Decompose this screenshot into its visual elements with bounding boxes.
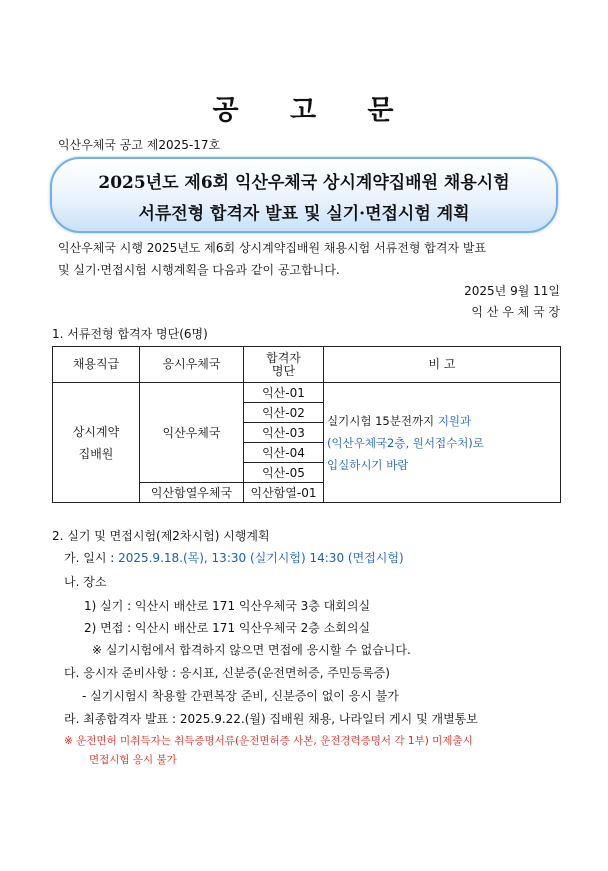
remarks-line-3: 입실하시기 바람 xyxy=(327,457,409,472)
header-position: 채용직급 xyxy=(53,347,140,383)
table-row xyxy=(53,383,561,403)
office-cell-hamyeol: 익산함열우체국 xyxy=(140,483,244,503)
license-warning-line-1: ※ 운전면허 미취득자는 취득증명서류(운전면허증 사본, 운전경력증명서 각 1부) 미제출시 xyxy=(64,735,473,747)
passer-number: 익산-02 xyxy=(244,403,324,423)
schedule-label: 가. 일시 : xyxy=(64,551,119,565)
remarks-part-2: 지원과 xyxy=(437,413,472,428)
schedule-item xyxy=(64,549,404,566)
notice-number: 익산우체국 공고 제2025-17호 xyxy=(58,138,221,152)
venue-note: ※ 실기시험에서 합격하지 않으면 면접에 응시할 수 없습니다. xyxy=(92,643,411,657)
issuer: 익 산 우 체 국 장 xyxy=(471,305,560,319)
passer-number: 익산-01 xyxy=(244,383,324,403)
document-title: 공 고 문 xyxy=(212,95,396,126)
remarks-part-1: 실기시험 15분전까지 xyxy=(327,413,438,428)
remarks-cell xyxy=(324,383,561,503)
venue-interview: 2) 면접 : 익산시 배산로 171 익산우체국 2층 소회의실 xyxy=(84,621,371,635)
section2-heading: 2. 실기 및 면접시험(제2차시험) 시행계획 xyxy=(52,529,270,543)
banner-line-1: 2025년도 제6회 익산우체국 상시계약집배원 채용시험 xyxy=(98,173,510,193)
header-office: 응시우체국 xyxy=(140,347,244,383)
table-header-row xyxy=(53,347,561,383)
passer-table xyxy=(52,346,561,503)
position-line-2: 집배원 xyxy=(78,446,114,461)
venue-heading: 나. 장소 xyxy=(64,575,107,589)
schedule-value: 2025.9.18.(목), 13:30 (실기시험) 14:30 (면접시험) xyxy=(118,551,404,565)
intro-line-2: 및 실기·면접시험 시행계획을 다음과 같이 공고합니다. xyxy=(58,263,340,277)
preparation-item: 다. 응시자 준비사항 : 응시표, 신분증(운전면허증, 주민등록증) xyxy=(64,666,390,680)
section1-heading: 1. 서류전형 합격자 명단(6명) xyxy=(52,327,208,341)
announcement-banner xyxy=(50,157,558,233)
license-warning-line-2: 면접시험 응시 불가 xyxy=(89,754,177,766)
position-line-1: 상시계약 xyxy=(72,424,120,439)
header-list xyxy=(244,347,324,383)
passer-number: 익산-03 xyxy=(244,423,324,443)
final-announcement: 라. 최종합격자 발표 : 2025.9.22.(월) 집배원 채용, 나라일터 게시 및 개별통보 xyxy=(64,712,478,726)
preparation-note: - 실기시험시 착용할 간편복장 준비, 신분증이 없이 응시 불가 xyxy=(82,689,399,703)
banner-line-2: 서류전형 합격자 발표 및 실기·면접시험 계획 xyxy=(138,204,470,224)
position-cell xyxy=(53,383,140,503)
remarks-line-2: (익산우체국2층, 원서접수처)로 xyxy=(327,435,484,450)
notice-date: 2025년 9월 11일 xyxy=(464,284,560,298)
intro-line-1: 익산우체국 시행 2025년도 제6회 상시계약집배원 채용시험 서류전형 합격자 발표 xyxy=(58,241,487,255)
header-remarks: 비 고 xyxy=(324,347,561,383)
passer-number: 익산함열-01 xyxy=(244,483,324,503)
header-list-label: 합격자 명단 xyxy=(266,350,301,378)
venue-practical: 1) 실기 : 익산시 배산로 171 익산우체국 3층 대회의실 xyxy=(84,599,371,613)
office-cell: 익산우체국 xyxy=(140,383,244,483)
passer-number: 익산-05 xyxy=(244,463,324,483)
passer-number: 익산-04 xyxy=(244,443,324,463)
